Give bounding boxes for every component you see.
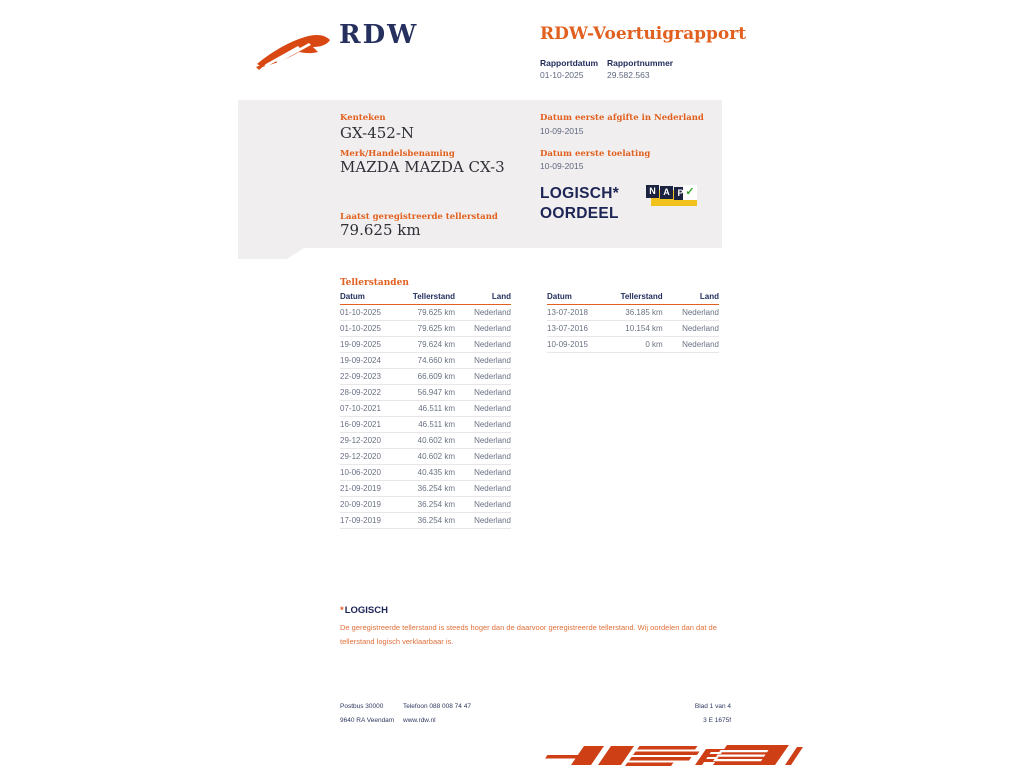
footnote-title: LOGISCH [344, 605, 388, 616]
table-cell: 19-09-2025 [340, 337, 410, 353]
table-row [340, 385, 511, 401]
table-cell: Nederland [455, 353, 511, 369]
vehicle-summary-panel [238, 100, 722, 248]
toelating-value: 10-09-2015 [540, 161, 584, 171]
table-cell: Nederland [455, 417, 511, 433]
report-number-value: 29.582.563 [607, 70, 650, 80]
table-cell: 17-09-2019 [340, 513, 410, 529]
col-header-land: Land [663, 290, 719, 305]
table-cell: 10-06-2020 [340, 465, 410, 481]
table-cell: 19-09-2024 [340, 353, 410, 369]
table-cell: 56.947 km [410, 385, 455, 401]
table-cell: 79.625 km [410, 305, 455, 321]
table-cell: Nederland [455, 401, 511, 417]
table-cell: Nederland [663, 337, 719, 353]
table-cell: 40.602 km [410, 433, 455, 449]
table-cell: Nederland [455, 465, 511, 481]
col-header-datum: Datum [547, 290, 617, 305]
table-row [547, 305, 719, 321]
table-cell: Nederland [663, 321, 719, 337]
kenteken-label: Kenteken [340, 113, 386, 123]
table-cell: 46.511 km [410, 401, 455, 417]
table-cell: 66.609 km [410, 369, 455, 385]
table-cell: 29-12-2020 [340, 449, 410, 465]
table-row [340, 513, 511, 529]
table-row [340, 401, 511, 417]
col-header-datum: Datum [340, 290, 410, 305]
merk-label: Merk/Handelsbenaming [340, 149, 455, 159]
report-date-value: 01-10-2025 [540, 70, 584, 80]
nap-letter-p: P [674, 187, 687, 200]
rdw-wordmark: RDW [339, 20, 419, 50]
table-row [340, 369, 511, 385]
afgifte-value: 10-09-2015 [540, 126, 584, 136]
table-row [340, 449, 511, 465]
table-cell: Nederland [455, 497, 511, 513]
table-row [340, 465, 511, 481]
table-cell: Nederland [455, 433, 511, 449]
tellerstand-value: 79.625 km [340, 221, 421, 239]
table-cell: 36.254 km [410, 497, 455, 513]
table-cell: 22-09-2023 [340, 369, 410, 385]
report-number-label: Rapportnummer [607, 58, 674, 68]
table-cell: 29-12-2020 [340, 433, 410, 449]
table-row [340, 321, 511, 337]
table-row [340, 481, 511, 497]
table-cell: 79.625 km [410, 321, 455, 337]
afgifte-label: Datum eerste afgifte in Nederland [540, 113, 704, 123]
table-cell: 20-09-2019 [340, 497, 410, 513]
table-cell: 40.602 km [410, 449, 455, 465]
table-row [340, 337, 511, 353]
col-header-tellerstand: Tellerstand [617, 290, 662, 305]
table-cell: 28-09-2022 [340, 385, 410, 401]
panel-corner-tab [238, 248, 304, 259]
table-cell: 0 km [617, 337, 662, 353]
odometer-table-right [547, 290, 719, 353]
table-cell: 01-10-2025 [340, 321, 410, 337]
table-cell: 13-07-2016 [547, 321, 617, 337]
table-row [340, 433, 511, 449]
footer-postbus: Postbus 30000 [340, 703, 384, 710]
rdw-stripes-graphic [545, 737, 803, 768]
footnote-heading [340, 605, 388, 616]
report-title: RDW-Voertuigrapport [540, 24, 747, 44]
table-cell: 01-10-2025 [340, 305, 410, 321]
table-cell: 36.254 km [410, 481, 455, 497]
table-cell: 79.624 km [410, 337, 455, 353]
table-cell: 36.185 km [617, 305, 662, 321]
table-cell: Nederland [455, 305, 511, 321]
footnote-text: De geregistreerde tellerstand is steeds hoger dan de daarvoor geregistreerde tellerstand. Wij oordelen dan dat de tellerstand logisch verklaarbaar is. [340, 623, 717, 646]
footer-city: 9640 RA Veendam [340, 717, 395, 724]
tellerstanden-section-title: Tellerstanden [340, 278, 409, 288]
odometer-table-left [340, 290, 511, 529]
oordeel-line1: LOGISCH* [540, 185, 620, 202]
table-cell: Nederland [663, 305, 719, 321]
table-cell: 16-09-2021 [340, 417, 410, 433]
rdw-wing-icon [254, 24, 334, 71]
table-row [340, 353, 511, 369]
table-cell: 46.511 km [410, 417, 455, 433]
table-cell: 10.154 km [617, 321, 662, 337]
table-cell: Nederland [455, 481, 511, 497]
table-cell: 13-07-2018 [547, 305, 617, 321]
nap-letter-n: N [646, 185, 659, 198]
merk-value: MAZDA MAZDA CX-3 [340, 158, 505, 176]
table-cell: 74.660 km [410, 353, 455, 369]
table-cell: 21-09-2019 [340, 481, 410, 497]
table-cell: Nederland [455, 449, 511, 465]
table-row [340, 417, 511, 433]
table-row [547, 321, 719, 337]
footer-form-code: 3 E 1675f [703, 717, 731, 724]
col-header-tellerstand: Tellerstand [410, 290, 455, 305]
report-date-label: Rapportdatum [540, 58, 599, 68]
table-cell: 36.254 km [410, 513, 455, 529]
col-header-land: Land [455, 290, 511, 305]
footer-phone: Telefoon 088 008 74 47 [403, 703, 471, 710]
table-cell: Nederland [455, 337, 511, 353]
table-row [340, 305, 511, 321]
table-cell: Nederland [455, 369, 511, 385]
table-cell: Nederland [455, 385, 511, 401]
nap-letter-a: A [660, 186, 673, 199]
table-row [547, 337, 719, 353]
table-cell: 10-09-2015 [547, 337, 617, 353]
footnote-asterisk: * [340, 605, 344, 616]
kenteken-value: GX-452-N [340, 124, 415, 142]
table-cell: Nederland [455, 513, 511, 529]
footer-page-number: Blad 1 van 4 [694, 703, 731, 710]
footer-website: www.rdw.nl [403, 717, 436, 724]
tellerstand-label: Laatst geregistreerde tellerstand [340, 212, 498, 222]
table-cell: 40.435 km [410, 465, 455, 481]
table-header-row [547, 290, 719, 305]
nap-check-icon: ✓ [683, 185, 697, 200]
table-cell: 07-10-2021 [340, 401, 410, 417]
oordeel-line2: OORDEEL [540, 205, 619, 222]
nap-logo [646, 184, 700, 210]
toelating-label: Datum eerste toelating [540, 149, 651, 159]
table-cell: Nederland [455, 321, 511, 337]
oordeel-verdict [540, 184, 619, 224]
table-header-row [340, 290, 511, 305]
table-row [340, 497, 511, 513]
